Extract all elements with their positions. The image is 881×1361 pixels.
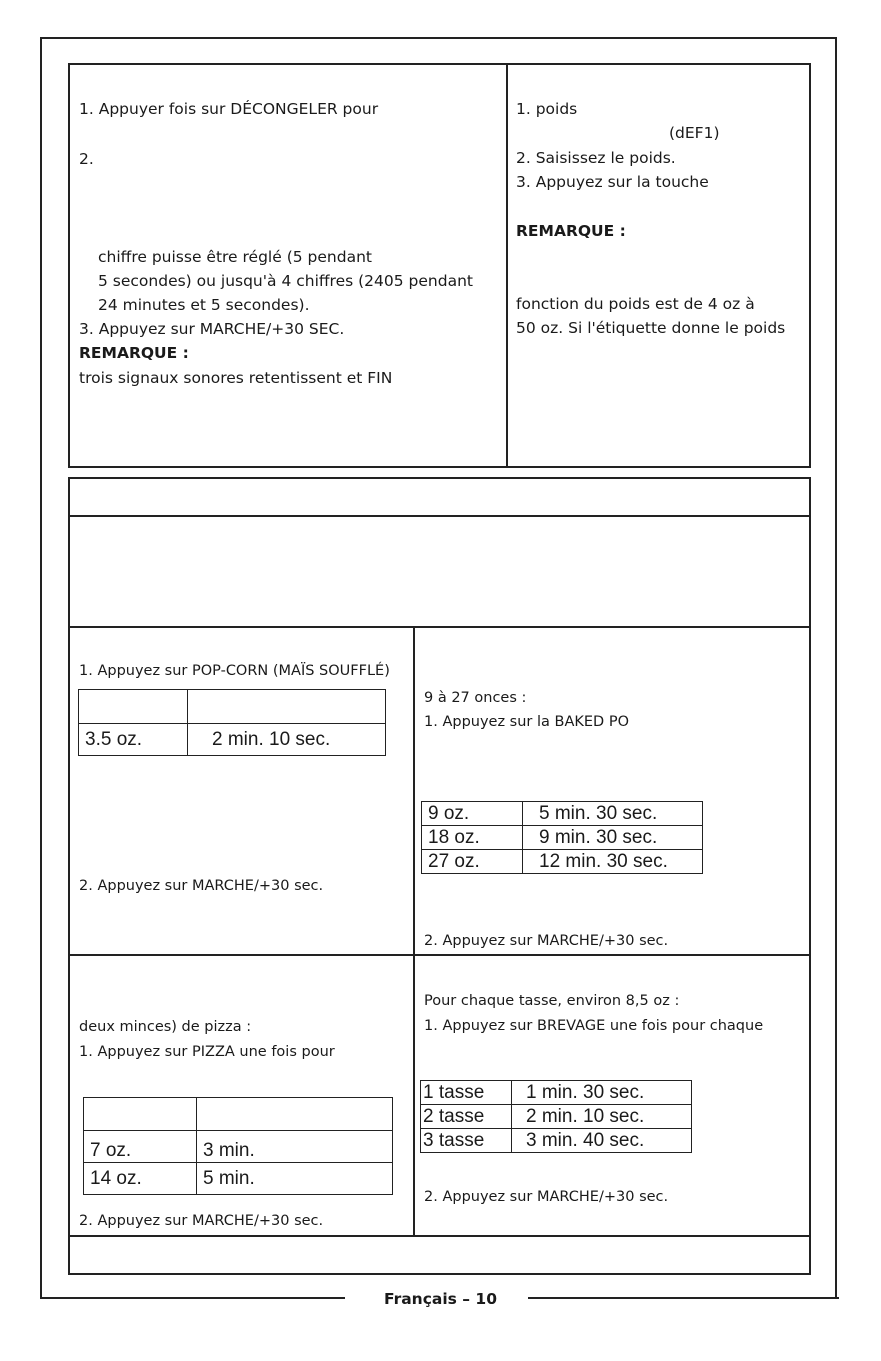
pizza-step1: 1. Appuyez sur PIZZA une fois pour [79, 1044, 335, 1060]
table-row [422, 826, 703, 850]
table-row [421, 1129, 692, 1153]
table-row [79, 690, 386, 724]
table-cell: 18 oz. [422, 826, 523, 850]
potato-intro: 9 à 27 onces : [424, 690, 527, 706]
table-cell: 5 min. 30 sec. [523, 802, 703, 826]
table-cell: 2 tasse [421, 1105, 512, 1129]
table-row [421, 1105, 692, 1129]
pizza-intro: deux minces) de pizza : [79, 1019, 252, 1035]
defrost-left-step2: 2. [79, 150, 94, 168]
defrost-left-text: 24 minutes et 5 secondes). [98, 296, 310, 314]
table-cell: 14 oz. [84, 1163, 197, 1195]
potato-step1: 1. Appuyez sur la BAKED PO [424, 714, 629, 730]
table-cell: 1 min. 30 sec. [512, 1081, 692, 1105]
popcorn-step1: 1. Appuyez sur POP-CORN (MAÏS SOUFFLÉ) [79, 663, 390, 679]
auto-cook-intro-rule [68, 626, 811, 628]
beverage-table [420, 1080, 692, 1153]
pizza-table [83, 1097, 393, 1195]
table-cell [197, 1098, 393, 1131]
auto-cook-row-divider [68, 954, 811, 956]
table-cell [84, 1098, 197, 1131]
auto-cook-column-divider [413, 626, 415, 1237]
table-cell: 9 min. 30 sec. [523, 826, 703, 850]
defrost-right-note: fonction du poids est de 4 oz à [516, 295, 755, 313]
table-row [84, 1163, 393, 1195]
table-cell: 9 oz. [422, 802, 523, 826]
table-cell: 3 tasse [421, 1129, 512, 1153]
table-cell: 12 min. 30 sec. [523, 850, 703, 874]
table-cell: 3 min. 40 sec. [512, 1129, 692, 1153]
table-row [79, 724, 386, 756]
defrost-divider [506, 63, 508, 468]
table-cell: 5 min. [197, 1163, 393, 1195]
beverage-step2: 2. Appuyez sur MARCHE/+30 sec. [424, 1189, 669, 1205]
table-cell: 2 min. 10 sec. [188, 724, 386, 756]
auto-cook-footer-rule [68, 1235, 811, 1237]
defrost-right-note-heading: REMARQUE : [516, 222, 626, 240]
defrost-right-step3: 3. Appuyez sur la touche [516, 173, 709, 191]
popcorn-table [78, 689, 386, 756]
table-row [422, 802, 703, 826]
table-cell: 27 oz. [422, 850, 523, 874]
pizza-step2: 2. Appuyez sur MARCHE/+30 sec. [79, 1213, 324, 1229]
defrost-left-step3: 3. Appuyez sur MARCHE/+30 SEC. [79, 320, 345, 338]
table-cell: 7 oz. [84, 1131, 197, 1163]
potato-table [421, 801, 703, 874]
popcorn-step2: 2. Appuyez sur MARCHE/+30 sec. [79, 878, 324, 894]
defrost-left-note: trois signaux sonores retentissent et FIN [79, 369, 393, 387]
table-cell: 3 min. [197, 1131, 393, 1163]
beverage-step1: 1. Appuyez sur BREVAGE une fois pour chaque [424, 1018, 764, 1034]
table-cell [188, 690, 386, 724]
table-row [84, 1098, 393, 1131]
defrost-right-step2: 2. Saisissez le poids. [516, 149, 676, 167]
table-row [422, 850, 703, 874]
defrost-left-note-heading: REMARQUE : [79, 344, 189, 362]
defrost-left-step1: 1. Appuyer fois sur DÉCONGELER pour [79, 100, 379, 118]
page-footer: Français – 10 [383, 1290, 498, 1308]
defrost-left-text: chiffre puisse être réglé (5 pendant [98, 248, 372, 266]
table-row [421, 1081, 692, 1105]
beverage-intro: Pour chaque tasse, environ 8,5 oz : [424, 993, 680, 1009]
table-cell: 1 tasse [421, 1081, 512, 1105]
auto-cook-header-rule [68, 515, 811, 517]
defrost-right-code: (dEF1) [669, 124, 720, 142]
table-row [84, 1131, 393, 1163]
table-cell [79, 690, 188, 724]
defrost-right-note: 50 oz. Si l'étiquette donne le poids [516, 319, 786, 337]
table-cell: 3.5 oz. [79, 724, 188, 756]
potato-step2: 2. Appuyez sur MARCHE/+30 sec. [424, 933, 669, 949]
table-cell: 2 min. 10 sec. [512, 1105, 692, 1129]
defrost-right-step1: 1. poids [516, 100, 578, 118]
defrost-left-text: 5 secondes) ou jusqu'à 4 chiffres (2405 pendant [98, 272, 473, 290]
